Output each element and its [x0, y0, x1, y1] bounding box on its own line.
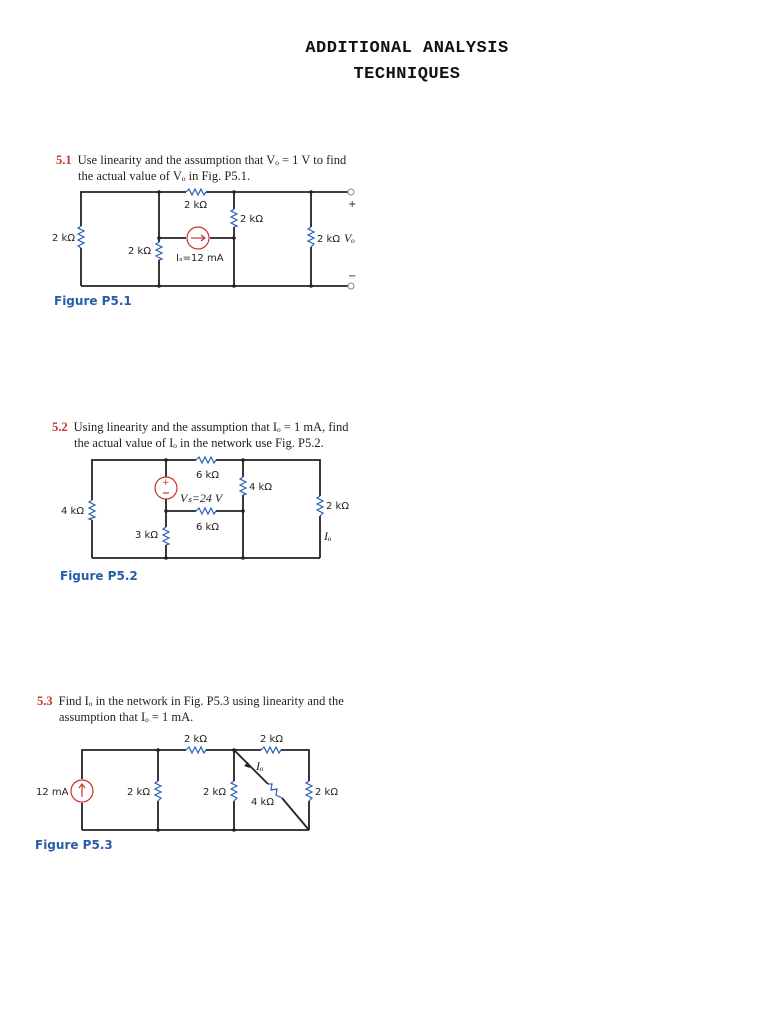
label-r-left: 2 kΩ — [52, 233, 75, 244]
label-r-diag: 4 kΩ — [251, 797, 274, 808]
resistor-right — [306, 781, 312, 801]
problem-5-3-line-2: assumption that Iₒ = 1 mA. — [59, 710, 194, 724]
label-minus: − — [348, 271, 357, 282]
problem-5-2-line-2: the actual value of Iₒ in the network use Fig. P5.2. — [74, 436, 324, 450]
problem-5-1-line-2: the actual value of Vₒ in Fig. P5.1. — [78, 169, 251, 183]
label-r-top2: 2 kΩ — [260, 734, 283, 745]
figure-label-p5-2: Figure P5.2 — [60, 569, 138, 583]
label-r-mid: 6 kΩ — [196, 522, 219, 533]
label-plus: + — [348, 199, 357, 210]
problem-text: Use linearity and the assumption that Vₒ = 1 V to find — [77, 153, 347, 167]
title-line-2: TECHNIQUES — [353, 65, 461, 84]
label-r-left: 4 kΩ — [61, 506, 84, 517]
label-r-top: 6 kΩ — [196, 470, 219, 481]
figure-label-p5-3: Figure P5.3 — [35, 838, 113, 852]
label-r-inner: 2 kΩ — [128, 246, 151, 257]
label-source: 12 mA — [36, 787, 69, 798]
svg-text:+: + — [162, 478, 170, 488]
problem-number: 5.1 — [56, 153, 72, 167]
label-r-mid: 2 kΩ — [240, 214, 263, 225]
label-r-top1: 2 kΩ — [184, 734, 207, 745]
problem-text: Using linearity and the assumption that Iₒ = 1 mA, find — [73, 420, 349, 434]
problem-number: 5.2 — [52, 420, 68, 434]
figure-label-p5-1: Figure P5.1 — [54, 294, 132, 308]
resistor-1 — [155, 781, 161, 801]
problem-number: 5.3 — [37, 694, 53, 708]
label-source: Iₛ=12 mA — [176, 253, 224, 264]
label-r-1: 2 kΩ — [127, 787, 150, 798]
label-r-3k: 3 kΩ — [135, 530, 158, 541]
label-current: Iₒ — [324, 529, 332, 543]
resistor-2 — [231, 781, 237, 801]
problem-text: Find Iₒ in the network in Fig. P5.3 using linearity and the — [58, 694, 344, 708]
label-r-right: 2 kΩ — [317, 234, 340, 245]
resistor-top-2 — [261, 747, 281, 753]
label-r-right: 2 kΩ — [315, 787, 338, 798]
label-output: Vₒ — [344, 231, 355, 245]
label-r-top: 2 kΩ — [184, 200, 207, 211]
label-r-2: 2 kΩ — [203, 787, 226, 798]
label-current: Iₒ — [256, 759, 264, 773]
resistor-top-1 — [186, 747, 206, 753]
label-source: Vₛ=24 V — [180, 491, 223, 505]
title-line-1: ADDITIONAL ANALYSIS — [305, 39, 509, 58]
label-r-right: 2 kΩ — [326, 501, 349, 512]
label-r-4k: 4 kΩ — [249, 482, 272, 493]
resistor-diagonal — [268, 784, 282, 798]
